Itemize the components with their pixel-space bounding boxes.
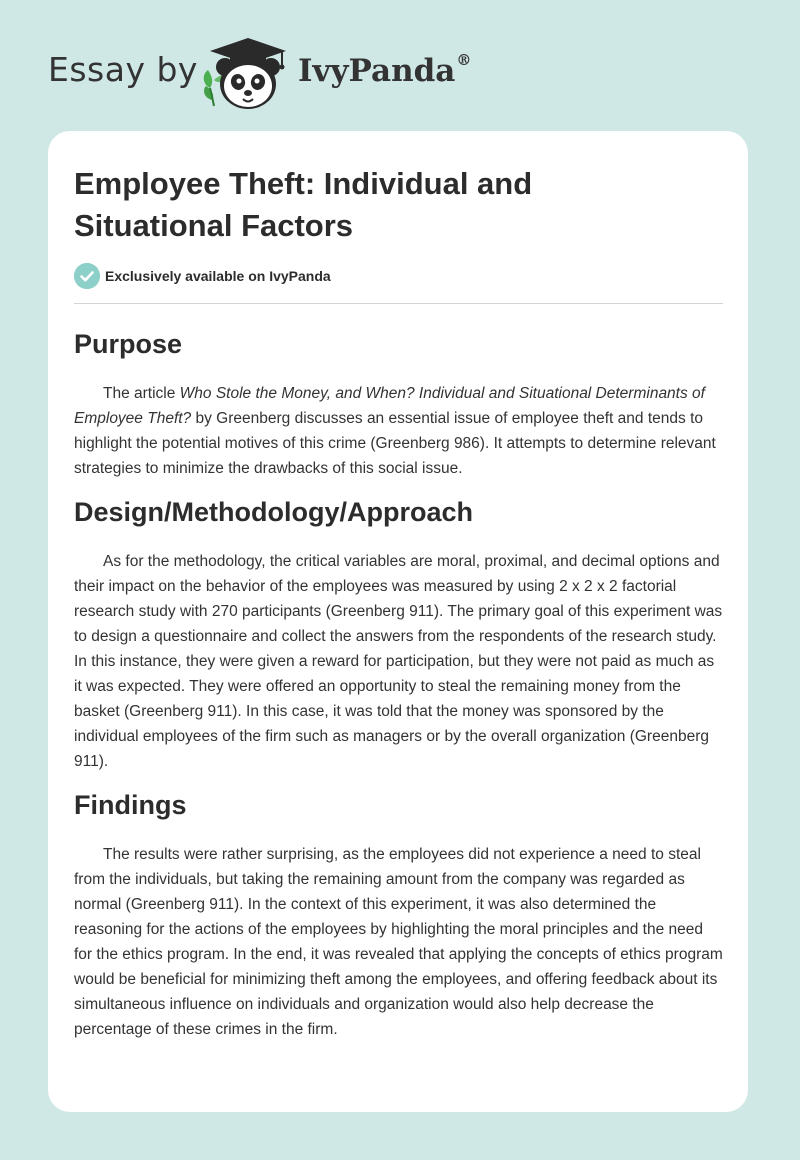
section-paragraph-purpose <box>74 381 724 481</box>
essay-body <box>74 321 724 1050</box>
article-title-italic: Who Stole the Money, and When? Individual and Situational Determinants of Employee Theft? <box>74 385 705 427</box>
essay-by-label: Essay by <box>48 50 198 89</box>
paragraph-text: The article <box>103 385 180 402</box>
section-heading-findings: Findings <box>74 790 187 820</box>
check-circle-icon <box>74 263 100 289</box>
section-heading-methodology: Design/Methodology/Approach <box>74 497 474 527</box>
exclusive-label: Exclusively available on IvyPanda <box>105 268 331 284</box>
brand-name[interactable] <box>298 53 471 89</box>
brand-label: IvyPanda <box>298 53 456 89</box>
section-heading-purpose: Purpose <box>74 329 183 359</box>
paragraph-text: by Greenberg discusses an essential issue of employee theft and tends to highlight the potential motives of this crime (Greenberg 986). It attempts to determine relevant strategies to minimize the drawbacks of this social issue. <box>74 410 716 477</box>
divider <box>74 303 723 304</box>
exclusive-badge <box>74 263 331 289</box>
essay-card <box>48 131 748 1112</box>
section-paragraph-findings: The results were rather surprising, as the employees did not experience a need to steal from the individuals, but taking the remaining amount from the company was regarded as normal (Greenberg 911). In the context of this experiment, it was also determined the reasoning for the actions of the employees by highlighting the moral principles and the need for the ethics program. In the end, it was revealed that applying the concepts of ethics program would be beneficial for minimizing theft among the employees, and offering feedback about its simultaneous influence on individuals and organization would also help decrease the percentage of these crimes in the firm. <box>74 846 723 1038</box>
page-title: Employee Theft: Individual and Situational Factors <box>74 166 533 243</box>
registered-mark: ® <box>456 51 472 69</box>
section-paragraph-methodology: As for the methodology, the critical variables are moral, proximal, and decimal options and their impact on the behavior of the employees was measured by using 2 x 2 x 2 factorial research study with 270 participants (Greenberg 911). The primary goal of this experiment was to design a questionnaire and collect the answers from the respondents of the research study. In this instance, they were given a reward for participation, but they were not paid as much as it was expected. They were offered an opportunity to steal the remaining money from the basket (Greenberg 911). In this case, it was told that the money was sponsored by the individual employees of the firm such as managers or by the overall organization (Greenberg 911). <box>74 553 723 770</box>
site-header <box>48 34 508 114</box>
panda-graduation-cap-icon[interactable] <box>200 34 292 112</box>
